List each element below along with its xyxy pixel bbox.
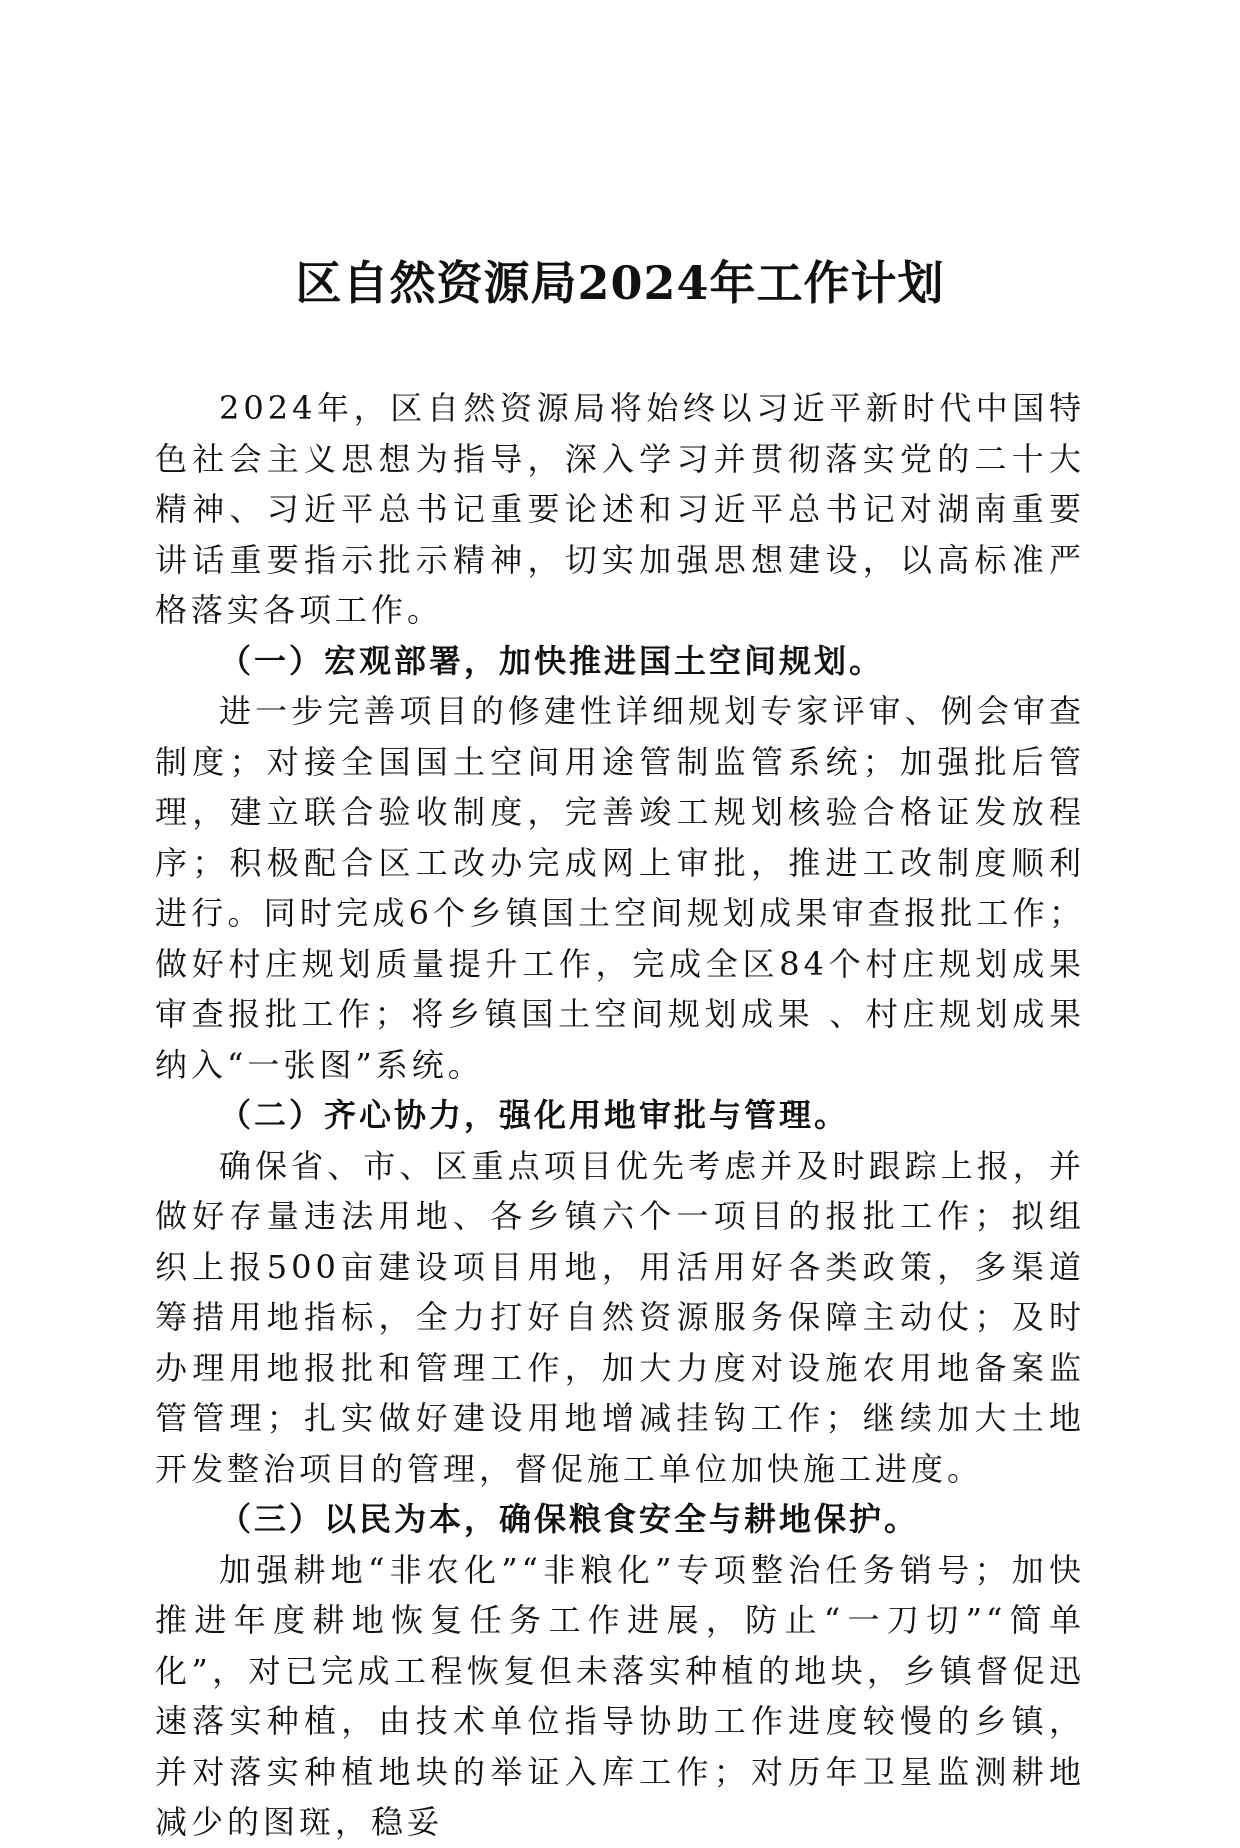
- section-body-2: 确保省、市、区重点项目优先考虑并及时跟踪上报，并做好存量违法用地、各乡镇六个一项目的报批工作；拟组织上报500亩建设项目用地，用活用好各类政策，多渠道筹措用地指标，全力打好自然资源服务保障主动仗；及时办理用地报批和管理工作，加大力度对设施农用地备案监管管理；扎实做好建设用地增减挂钩工作；继续加大土地开发整治项目的管理，督促施工单位加快施工进度。: [155, 1146, 1085, 1488]
- section-heading-2: （二）齐心协力，强化用地审批与管理。: [219, 1096, 850, 1134]
- document-body: [155, 383, 1085, 1848]
- section-heading-1: （一）宏观部署，加快推进国土空间规划。: [219, 641, 885, 680]
- section-heading-3: （三）以民为本，确保粮食安全与耕地保护。: [219, 1500, 920, 1538]
- intro-paragraph: 2024年，区自然资源局将始终以习近平新时代中国特色社会主义思想为指导，深入学习并贯彻落实党的二十大精神、习近平总书记重要论述和习近平总书记对湖南重要讲话重要指示批示精神，切实加强思想建设，以高标准严格落实各项工作。: [155, 389, 1085, 629]
- section-body-3: 加强耕地“非农化”“非粮化”专项整治任务销号；加快推进年度耕地恢复任务工作进展，防止“一刀切”“简单化”，对已完成工程恢复但未落实种植的地块，乡镇督促迅速落实种植，由技术单位指导协助工作进度较慢的乡镇，并对落实种植地块的举证入库工作；对历年卫星监测耕地减少的图斑，稳妥: [155, 1550, 1085, 1841]
- document-title: 区自然资源局2024年工作计划: [295, 256, 945, 310]
- section-body-1: 进一步完善项目的修建性详细规划专家评审、例会审查制度；对接全国国土空间用途管制监管系统；加强批后管理，建立联合验收制度，完善竣工规划核验合格证发放程序；积极配合区工改办完成网上审批，推进工改制度顺利进行。同时完成6个乡镇国土空间规划成果审查报批工作；做好村庄规划质量提升工作，完成全区84个村庄规划成果审查报批工作；将乡镇国土空间规划成果 、村庄规划成果纳入“一张图”系统。: [155, 692, 1085, 1084]
